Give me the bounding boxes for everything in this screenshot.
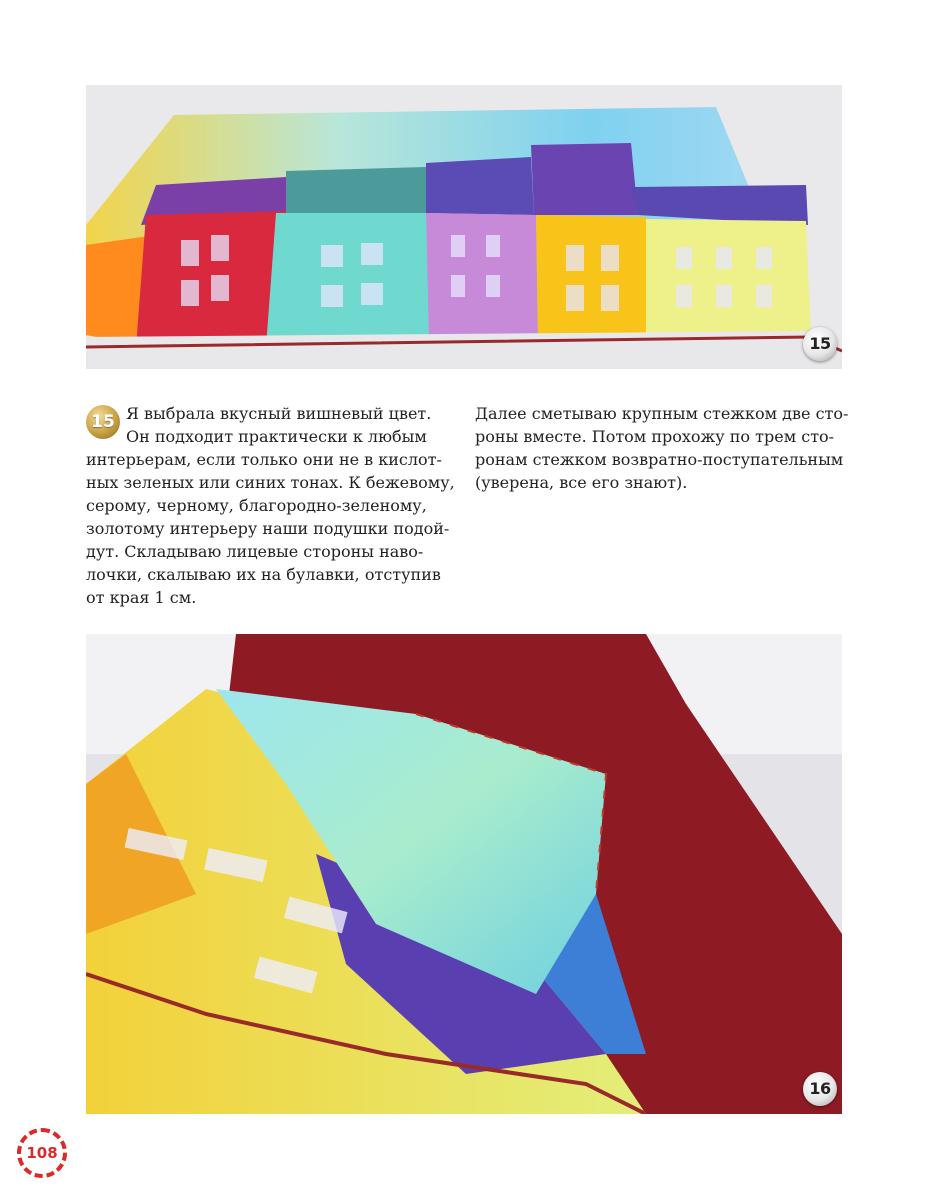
step-text-left-column bbox=[86, 402, 455, 609]
text-line: интерьерам, если только они не в кислот- bbox=[86, 450, 442, 469]
photo-badge-15: 15 bbox=[803, 327, 837, 361]
text-line: ронам стежком возвратно-поступательным bbox=[475, 450, 844, 469]
text-line: (уверена, все его знают). bbox=[475, 473, 688, 492]
step-number-badge: 15 bbox=[86, 405, 120, 439]
text-line: серому, черному, благородно-зеленому, bbox=[86, 496, 427, 515]
text-line: дут. Складываю лицевые стороны наво- bbox=[86, 542, 424, 561]
photo-step-16 bbox=[86, 634, 842, 1114]
step-text-right-column bbox=[475, 402, 849, 494]
silk-houses-illustration bbox=[86, 85, 842, 369]
folded-pillowcase-illustration bbox=[86, 634, 842, 1114]
text-line: Он подходит практически к любым bbox=[126, 427, 427, 446]
text-line: ных зеленых или синих тонах. К бежевому, bbox=[86, 473, 455, 492]
text-line: Далее сметываю крупным стежком две сто- bbox=[475, 404, 849, 423]
photo-badge-16: 16 bbox=[803, 1072, 837, 1106]
text-line: золотому интерьеру наши подушки подой- bbox=[86, 519, 450, 538]
photo-step-15 bbox=[86, 85, 842, 369]
text-line: роны вместе. Потом прохожу по трем сто- bbox=[475, 427, 835, 446]
page-number: 108 bbox=[17, 1128, 67, 1178]
text-line: от края 1 см. bbox=[86, 588, 197, 607]
text-line: Я выбрала вкусный вишневый цвет. bbox=[126, 404, 432, 423]
text-line: лочки, скалываю их на булавки, отступив bbox=[86, 565, 441, 584]
